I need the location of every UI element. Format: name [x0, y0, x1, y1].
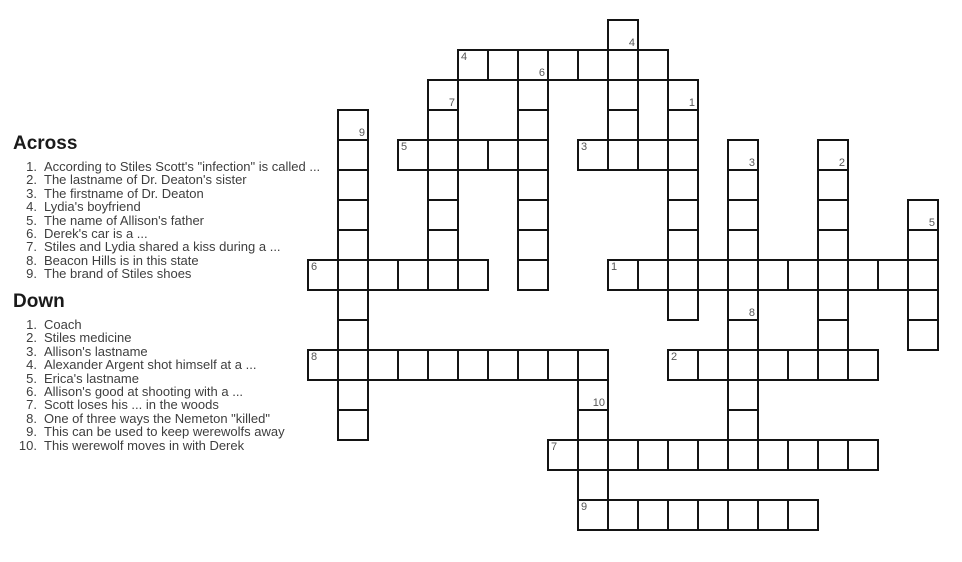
grid-cell[interactable]: [337, 379, 369, 411]
grid-cell[interactable]: [457, 349, 489, 381]
grid-cell[interactable]: [727, 229, 759, 261]
grid-cell[interactable]: [727, 319, 759, 351]
clue-number: 1.: [26, 317, 37, 332]
clue-number: 1.: [26, 159, 37, 174]
clue-text: Coach: [44, 317, 82, 332]
clue-text: One of three ways the Nemeton "killed": [44, 410, 271, 426]
clue-number-label: 7: [551, 441, 558, 453]
clue-number-label: 1: [688, 97, 695, 109]
grid-cell[interactable]: [607, 79, 639, 111]
grid-cell[interactable]: [667, 169, 699, 201]
grid-cell[interactable]: [727, 199, 759, 231]
grid-cell[interactable]: [727, 439, 759, 471]
clue-text: According to Stiles Scott's "infection" is called ...: [44, 159, 321, 174]
grid-cell[interactable]: [397, 349, 429, 381]
grid-cell[interactable]: [427, 349, 459, 381]
clue-number: 9.: [26, 424, 37, 440]
grid-cell[interactable]: [547, 49, 579, 81]
clue-number-label: 4: [461, 51, 468, 63]
clue-text: The firstname of Dr. Deaton: [44, 185, 204, 201]
grid-cell[interactable]: [427, 199, 459, 231]
clue-number: 2.: [26, 330, 37, 346]
grid-cell[interactable]: [607, 49, 639, 81]
grid-cell[interactable]: [847, 259, 879, 291]
grid-cell[interactable]: [607, 439, 639, 471]
grid-cell[interactable]: [727, 499, 759, 531]
grid-cell[interactable]: [367, 259, 399, 291]
grid-cell[interactable]: [577, 349, 609, 381]
clue-number-label: 7: [448, 97, 455, 109]
grid-cell[interactable]: [727, 259, 759, 291]
clue-text: Derek's car is a ...: [44, 226, 148, 242]
grid-cell[interactable]: [817, 289, 849, 321]
grid-cell[interactable]: [427, 139, 459, 171]
clue-text: Stiles medicine: [44, 330, 132, 346]
grid-cell[interactable]: [907, 289, 939, 321]
clue-number: 2.: [26, 172, 37, 188]
clue-number: 4.: [26, 199, 37, 215]
grid-cell[interactable]: [577, 49, 609, 81]
clue-number: 3.: [26, 343, 37, 359]
grid-cell[interactable]: [847, 439, 879, 471]
clue-number-label: 6: [311, 261, 318, 273]
grid-cell[interactable]: [667, 199, 699, 231]
grid-cell[interactable]: [817, 319, 849, 351]
clue-number-label: 3: [581, 141, 588, 153]
grid-cell[interactable]: [517, 349, 549, 381]
clue-number: 5.: [26, 212, 37, 228]
grid-cell[interactable]: [337, 259, 369, 291]
grid-cell[interactable]: [757, 499, 789, 531]
grid-cell[interactable]: [337, 289, 369, 321]
clue-text: Alexander Argent shot himself at a ...: [44, 357, 257, 373]
grid-cell[interactable]: [727, 409, 759, 441]
clue-number-label: 5: [401, 141, 408, 153]
clue-number: 3.: [26, 185, 37, 201]
grid-cell[interactable]: [847, 349, 879, 381]
grid-cell[interactable]: [727, 349, 759, 381]
grid-cell[interactable]: [607, 139, 639, 171]
clue-text: The lastname of Dr. Deaton's sister: [44, 172, 247, 188]
clue-text: This can be used to keep werewolfs away: [44, 424, 285, 440]
clue-text: Lydia's boyfriend: [44, 199, 141, 215]
clue-text: Allison's lastname: [44, 343, 148, 359]
grid-cell[interactable]: [667, 439, 699, 471]
grid-cell[interactable]: [517, 109, 549, 141]
grid-cell[interactable]: [667, 259, 699, 291]
grid-cell[interactable]: [607, 499, 639, 531]
clue-text: Allison's good at shooting with a ...: [44, 384, 244, 400]
grid-cell[interactable]: [697, 499, 729, 531]
clue-number-label: 9: [358, 127, 365, 139]
grid-cell[interactable]: [817, 229, 849, 261]
grid-cell[interactable]: [577, 439, 609, 471]
grid-cell[interactable]: [337, 169, 369, 201]
grid-cell[interactable]: [487, 139, 519, 171]
grid-cell[interactable]: [907, 319, 939, 351]
grid-cell[interactable]: [817, 199, 849, 231]
grid-cell[interactable]: [577, 409, 609, 441]
clue-number: 7.: [26, 239, 37, 255]
clue-number-label: 5: [928, 217, 935, 229]
grid-cell[interactable]: [427, 259, 459, 291]
clue-number: 7.: [26, 397, 37, 413]
grid-cell[interactable]: [637, 439, 669, 471]
grid-cell[interactable]: [757, 349, 789, 381]
clue-number: 6.: [26, 384, 37, 400]
grid-cell[interactable]: [337, 349, 369, 381]
grid-cell[interactable]: [637, 499, 669, 531]
grid-cell[interactable]: [667, 139, 699, 171]
grid-cell[interactable]: [877, 259, 909, 291]
grid-cell[interactable]: [517, 169, 549, 201]
grid-cell[interactable]: [487, 49, 519, 81]
grid-cell[interactable]: [787, 499, 819, 531]
grid-cell[interactable]: [337, 229, 369, 261]
grid-cell[interactable]: [787, 349, 819, 381]
grid-cell[interactable]: [757, 259, 789, 291]
clue-text: The name of Allison's father: [44, 212, 205, 228]
clue-number-label: 8: [748, 307, 755, 319]
down-heading: Down: [13, 291, 65, 312]
grid-cell[interactable]: [577, 469, 609, 501]
grid-cell[interactable]: [517, 79, 549, 111]
grid-cell[interactable]: [427, 169, 459, 201]
grid-cell[interactable]: [817, 349, 849, 381]
clue-number-label: 1: [611, 261, 618, 273]
grid-cell[interactable]: [337, 319, 369, 351]
grid-cell[interactable]: [697, 439, 729, 471]
grid-cell[interactable]: [757, 439, 789, 471]
clue-number-label: 8: [311, 351, 318, 363]
clue-number: 6.: [26, 226, 37, 242]
grid-cell[interactable]: [487, 349, 519, 381]
grid-cell[interactable]: [667, 289, 699, 321]
grid-cell[interactable]: [817, 259, 849, 291]
grid-cell[interactable]: [517, 199, 549, 231]
grid-cell[interactable]: [817, 169, 849, 201]
grid-cell[interactable]: [697, 349, 729, 381]
clue-number: 8.: [26, 410, 37, 426]
grid-cell[interactable]: [607, 109, 639, 141]
clue-number-label: 4: [628, 37, 635, 49]
clue-number: 8.: [26, 252, 37, 268]
grid-cell[interactable]: [397, 259, 429, 291]
grid-cell[interactable]: [787, 259, 819, 291]
grid-cell[interactable]: [337, 139, 369, 171]
grid-cell[interactable]: [667, 109, 699, 141]
clue-text: This werewolf moves in with Derek: [44, 437, 245, 453]
clue-number: 5.: [26, 370, 37, 386]
grid-cell[interactable]: [637, 49, 669, 81]
clue-text: The brand of Stiles shoes: [44, 266, 192, 282]
grid-cell[interactable]: [697, 259, 729, 291]
grid-cell[interactable]: [427, 109, 459, 141]
grid-cell[interactable]: [517, 259, 549, 291]
grid-cell[interactable]: [727, 379, 759, 411]
clue-number-label: 3: [748, 157, 755, 169]
grid-cell[interactable]: [727, 169, 759, 201]
grid-cell[interactable]: [817, 439, 849, 471]
clue-number: 9.: [26, 266, 37, 282]
grid-cell[interactable]: [637, 259, 669, 291]
clue-number-label: 2: [671, 351, 678, 363]
clue-text: Stiles and Lydia shared a kiss during a ...: [44, 239, 281, 255]
clue-number-label: 2: [838, 157, 845, 169]
grid-cell[interactable]: [667, 499, 699, 531]
clue-text: Erica's lastname: [44, 370, 139, 386]
clue-number-label: 10: [592, 397, 605, 409]
grid-cell[interactable]: [787, 439, 819, 471]
clue-number-label: 9: [581, 501, 588, 513]
grid-cell[interactable]: [337, 409, 369, 441]
grid-cell[interactable]: [457, 259, 489, 291]
grid-cell[interactable]: [457, 139, 489, 171]
across-heading: Across: [13, 133, 78, 154]
grid-cell[interactable]: [907, 259, 939, 291]
grid-cell[interactable]: [907, 229, 939, 261]
grid-cell[interactable]: [367, 349, 399, 381]
grid-cell[interactable]: [517, 229, 549, 261]
grid-cell[interactable]: [637, 139, 669, 171]
grid-cell[interactable]: [547, 349, 579, 381]
clue-text: Scott loses his ... in the woods: [44, 397, 219, 413]
clue-number: 4.: [26, 357, 37, 373]
clue-number: 10.: [18, 437, 37, 453]
clue-number-label: 6: [538, 67, 545, 79]
clue-text: Beacon Hills is in this state: [44, 252, 199, 268]
grid-cell[interactable]: [427, 229, 459, 261]
grid-cell[interactable]: [667, 229, 699, 261]
grid-cell[interactable]: [337, 199, 369, 231]
grid-cell[interactable]: [517, 139, 549, 171]
